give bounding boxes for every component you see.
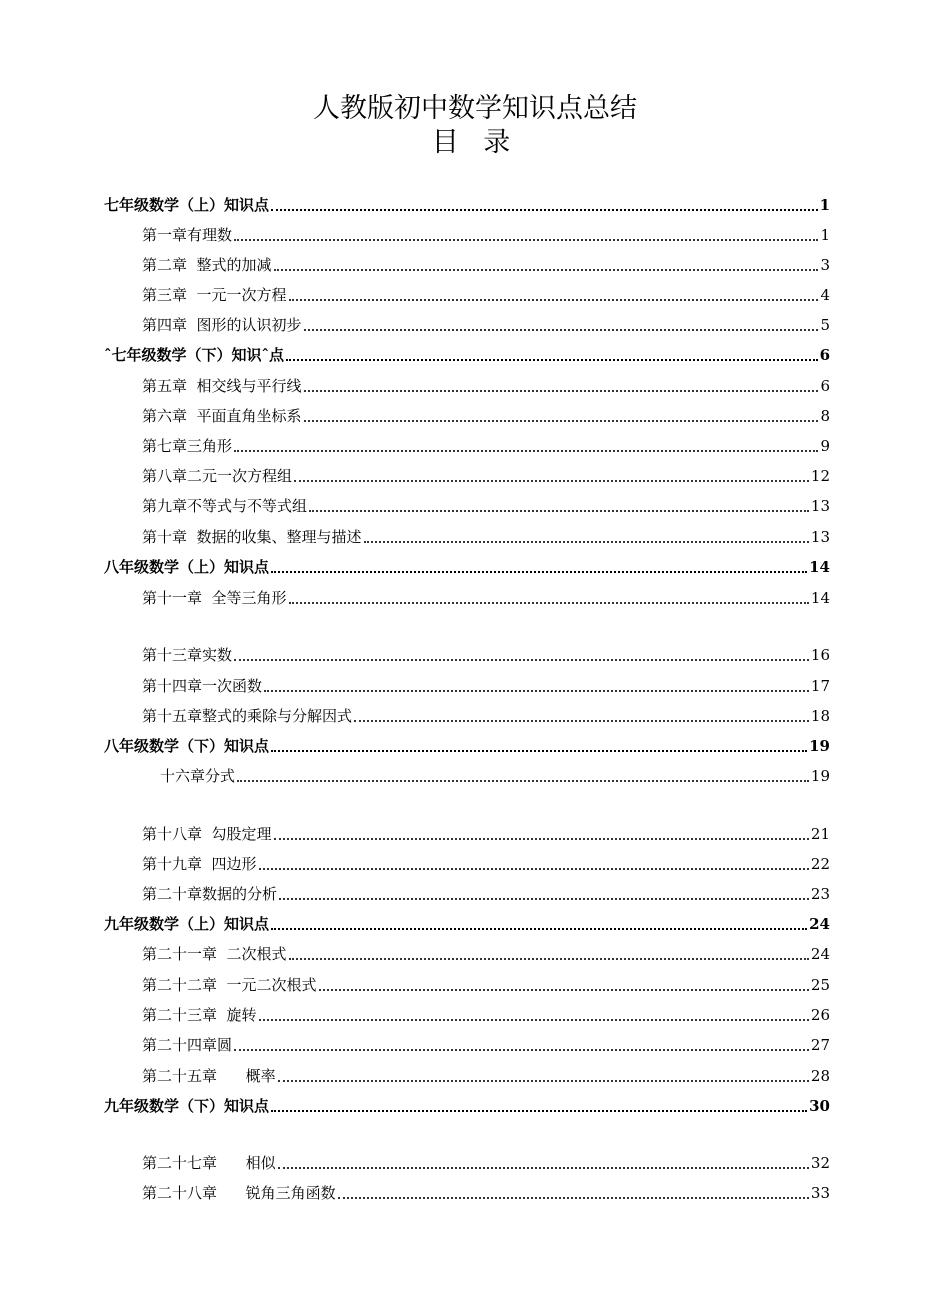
toc-page-number: 33	[810, 1184, 830, 1202]
toc-dot-leader	[279, 894, 809, 900]
toc-dot-leader	[304, 325, 818, 331]
toc-entry-label: 第一章有理数	[142, 226, 233, 244]
toc-page-number: 32	[810, 1154, 830, 1172]
toc-dot-leader	[289, 598, 809, 604]
toc-page-number: 18	[810, 707, 830, 725]
toc-entry-label: 第十章 数据的收集、整理与描述	[142, 528, 362, 546]
toc-chapter-entry[interactable]	[142, 404, 830, 426]
toc-dot-leader	[234, 235, 818, 241]
toc-chapter-entry[interactable]	[142, 852, 830, 874]
toc-entry-label: 第二十七章 相似	[142, 1154, 276, 1172]
toc-page-number: 9	[820, 437, 830, 455]
toc-grade-entry[interactable]	[104, 193, 830, 215]
toc-chapter-entry[interactable]	[142, 1181, 830, 1203]
toc-page-number: 19	[810, 767, 830, 785]
toc-dot-leader	[271, 924, 807, 930]
toc-page-number: 13	[810, 528, 830, 546]
toc-page-number: 4	[820, 286, 830, 304]
toc-entry-label: 第二十三章 旋转	[142, 1006, 257, 1024]
toc-entry-label: 第十五章整式的乘除与分解因式	[142, 707, 353, 725]
toc-entry-label: 九年级数学（下）知识点	[104, 1097, 270, 1115]
toc-entry-label: 第二十章数据的分析	[142, 885, 278, 903]
toc-entry-label: 第四章 图形的认识初步	[142, 316, 302, 334]
toc-dot-leader	[271, 1106, 807, 1112]
toc-page-number: 25	[810, 976, 830, 994]
toc-page-number: 27	[810, 1036, 830, 1054]
toc-dot-leader	[237, 776, 809, 782]
toc-chapter-entry[interactable]	[142, 283, 830, 305]
toc-page-number: 17	[810, 677, 830, 695]
toc-chapter-entry[interactable]	[142, 1033, 830, 1055]
toc-dot-leader	[271, 205, 818, 211]
toc-page-number: 24	[809, 915, 830, 933]
toc-entry-label: 第十三章实数	[142, 646, 233, 664]
toc-chapter-entry[interactable]	[142, 882, 830, 904]
toc-chapter-entry[interactable]	[160, 764, 830, 786]
toc-chapter-entry[interactable]	[142, 374, 830, 396]
toc-entry-label: 第三章 一元一次方程	[142, 286, 287, 304]
toc-entry-label: 第六章 平面直角坐标系	[142, 407, 302, 425]
toc-dot-leader	[286, 355, 818, 361]
toc-entry-label: 第七章三角形	[142, 437, 233, 455]
toc-dot-leader	[354, 716, 809, 722]
toc-entry-label: 十六章分式	[160, 767, 236, 785]
toc-dot-leader	[278, 1076, 809, 1082]
toc-entry-label: 第二十四章圆	[142, 1036, 233, 1054]
toc-page-number: 16	[810, 646, 830, 664]
toc-chapter-entry[interactable]	[142, 525, 830, 547]
toc-grade-entry[interactable]	[104, 912, 830, 934]
toc-dot-leader	[271, 746, 807, 752]
toc-page-number: 28	[810, 1067, 830, 1085]
toc-dot-leader	[338, 1193, 809, 1199]
toc-page-number: 23	[810, 885, 830, 903]
toc-page-number: 14	[809, 558, 830, 576]
toc-entry-label: 第八章二元一次方程组	[142, 467, 293, 485]
toc-dot-leader	[234, 1045, 809, 1051]
toc-chapter-entry[interactable]	[142, 253, 830, 275]
toc-entry-label: 第二十八章 锐角三角函数	[142, 1184, 336, 1202]
toc-page-number: 1	[819, 196, 830, 214]
toc-dot-leader	[234, 446, 818, 452]
toc-chapter-entry[interactable]	[142, 674, 830, 696]
toc-page-number: 21	[810, 825, 830, 843]
toc-dot-leader	[259, 864, 809, 870]
toc-entry-label: 八年级数学（下）知识点	[104, 737, 270, 755]
toc-dot-leader	[271, 567, 807, 573]
toc-dot-leader	[304, 416, 818, 422]
toc-dot-leader	[309, 506, 809, 512]
toc-page-number: 30	[809, 1097, 830, 1115]
toc-chapter-entry[interactable]	[142, 586, 830, 608]
toc-page-number: 22	[810, 855, 830, 873]
toc-dot-leader	[289, 295, 818, 301]
toc-page-number: 14	[810, 589, 830, 607]
toc-chapter-entry[interactable]	[142, 464, 830, 486]
toc-chapter-entry[interactable]	[142, 973, 830, 995]
toc-chapter-entry[interactable]	[142, 704, 830, 726]
toc-chapter-entry[interactable]	[142, 1003, 830, 1025]
toc-dot-leader	[289, 954, 809, 960]
toc-chapter-entry[interactable]	[142, 434, 830, 456]
toc-chapter-entry[interactable]	[142, 313, 830, 335]
toc-grade-entry[interactable]	[104, 343, 830, 365]
toc-chapter-entry[interactable]	[142, 494, 830, 516]
toc-entry-label: 第十八章 勾股定理	[142, 825, 272, 843]
toc-dot-leader	[278, 1163, 809, 1169]
toc-entry-label: 七年级数学（上）知识点	[104, 196, 270, 214]
toc-entry-label: 九年级数学（上）知识点	[104, 915, 270, 933]
toc-chapter-entry[interactable]	[142, 1064, 830, 1086]
toc-entry-label: 第二十一章 二次根式	[142, 945, 287, 963]
toc-dot-leader	[264, 686, 809, 692]
toc-dot-leader	[294, 476, 809, 482]
toc-page-number: 3	[820, 256, 830, 274]
toc-page-number: 6	[820, 377, 830, 395]
toc-page-number: 19	[809, 737, 830, 755]
toc-entry-label: 八年级数学（上）知识点	[104, 558, 270, 576]
toc-entry-label: 第九章不等式与不等式组	[142, 497, 308, 515]
document-title: 人教版初中数学知识点总结	[313, 93, 637, 124]
toc-page-number: 1	[820, 226, 830, 244]
toc-entry-label: 第十九章 四边形	[142, 855, 257, 873]
toc-entry-label: 第二章 整式的加减	[142, 256, 272, 274]
toc-dot-leader	[364, 537, 809, 543]
toc-chapter-entry[interactable]	[142, 643, 830, 665]
toc-dot-leader	[234, 655, 809, 661]
toc-grade-entry[interactable]	[104, 555, 830, 577]
toc-page-number: 5	[820, 316, 830, 334]
toc-page-number: 26	[810, 1006, 830, 1024]
toc-entry-label: 第十一章 全等三角形	[142, 589, 287, 607]
toc-page-number: 8	[820, 407, 830, 425]
toc-dot-leader	[259, 1015, 809, 1021]
toc-chapter-entry[interactable]	[142, 822, 830, 844]
toc-page-number: 24	[810, 945, 830, 963]
toc-entry-label: 第二十五章 概率	[142, 1067, 276, 1085]
toc-chapter-entry[interactable]	[142, 223, 830, 245]
toc-page-number: 6	[819, 346, 830, 364]
toc-entry-label: 第二十二章 一元二次根式	[142, 976, 317, 994]
toc-chapter-entry[interactable]	[142, 1151, 830, 1173]
toc-entry-label: 第十四章一次函数	[142, 677, 263, 695]
toc-heading: 目 录	[431, 127, 519, 158]
toc-entry-label: ˆ七年级数学（下）知识ˆ点	[104, 346, 285, 364]
toc-page-number: 13	[810, 497, 830, 515]
toc-chapter-entry[interactable]	[142, 942, 830, 964]
toc-entry-label: 第五章 相交线与平行线	[142, 377, 302, 395]
toc-dot-leader	[274, 834, 809, 840]
toc-dot-leader	[274, 265, 818, 271]
toc-grade-entry[interactable]	[104, 1094, 830, 1116]
toc-dot-leader	[304, 386, 818, 392]
toc-page-number: 12	[810, 467, 830, 485]
toc-dot-leader	[319, 985, 809, 991]
toc-grade-entry[interactable]	[104, 734, 830, 756]
